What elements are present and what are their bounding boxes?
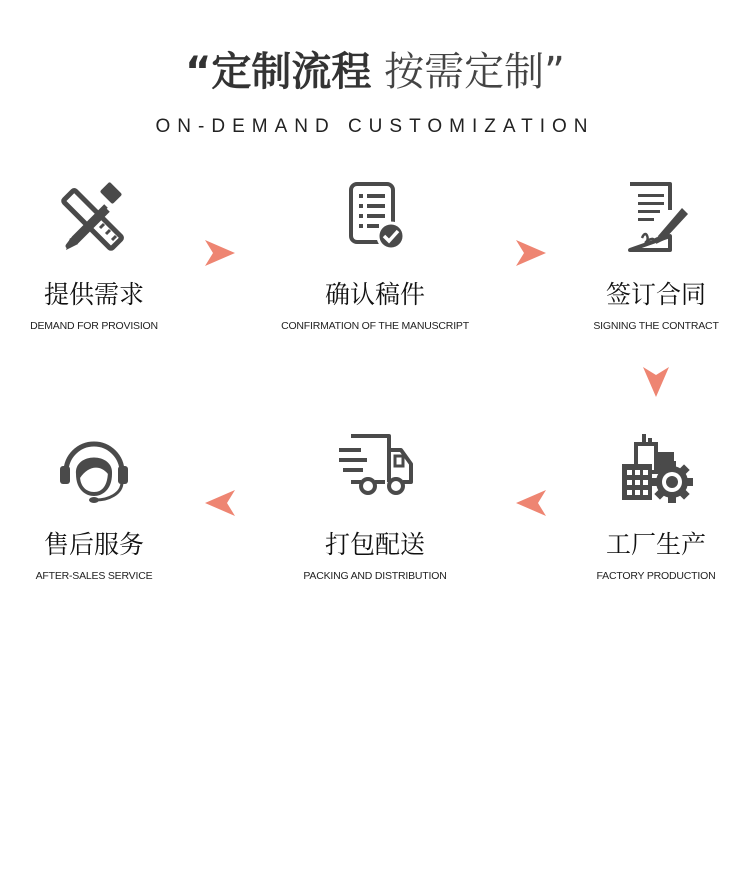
headset-support-icon bbox=[56, 430, 132, 506]
step-title: 签订合同 bbox=[605, 280, 706, 309]
step-title: 工厂生产 bbox=[605, 530, 706, 559]
factory-gear-icon bbox=[618, 430, 694, 506]
title-quote-open: “ bbox=[185, 49, 212, 95]
step-subtitle: SIGNING THE CONTRACT bbox=[593, 320, 719, 332]
title-quote-close: ” bbox=[544, 49, 565, 95]
arrow-right-icon bbox=[516, 240, 546, 266]
arrow-left-icon bbox=[516, 490, 546, 516]
step-title: 提供需求 bbox=[43, 280, 144, 309]
ruler-pencil-icon bbox=[56, 180, 132, 256]
title-bold-text: 定制流程 bbox=[211, 49, 372, 95]
step-title: 打包配送 bbox=[324, 530, 425, 559]
step-title: 确认稿件 bbox=[324, 280, 425, 309]
step-subtitle: DEMAND FOR PROVISION bbox=[30, 320, 158, 332]
step-factory bbox=[556, 430, 750, 582]
step-contract bbox=[556, 180, 750, 332]
contract-sign-icon bbox=[618, 180, 694, 256]
arrow-left-icon bbox=[205, 490, 235, 516]
step-title: 售后服务 bbox=[43, 530, 144, 559]
step-after-sales bbox=[0, 430, 194, 582]
delivery-truck-icon bbox=[325, 430, 425, 506]
page-title bbox=[0, 44, 750, 100]
step-subtitle: AFTER-SALES SERVICE bbox=[35, 570, 153, 582]
step-demand bbox=[0, 180, 194, 332]
step-subtitle: FACTORY PRODUCTION bbox=[596, 570, 716, 582]
arrow-right-icon bbox=[205, 240, 235, 266]
step-subtitle: PACKING AND DISTRIBUTION bbox=[303, 570, 447, 582]
arrow-down-icon bbox=[643, 367, 669, 397]
step-confirmation bbox=[275, 180, 475, 332]
checklist-icon bbox=[337, 180, 413, 256]
step-packing bbox=[275, 430, 475, 582]
page-subtitle: ON-DEMAND CUSTOMIZATION bbox=[155, 116, 595, 137]
step-subtitle: CONFIRMATION OF THE MANUSCRIPT bbox=[281, 320, 469, 332]
title-light-text: 按需定制 bbox=[384, 49, 545, 95]
